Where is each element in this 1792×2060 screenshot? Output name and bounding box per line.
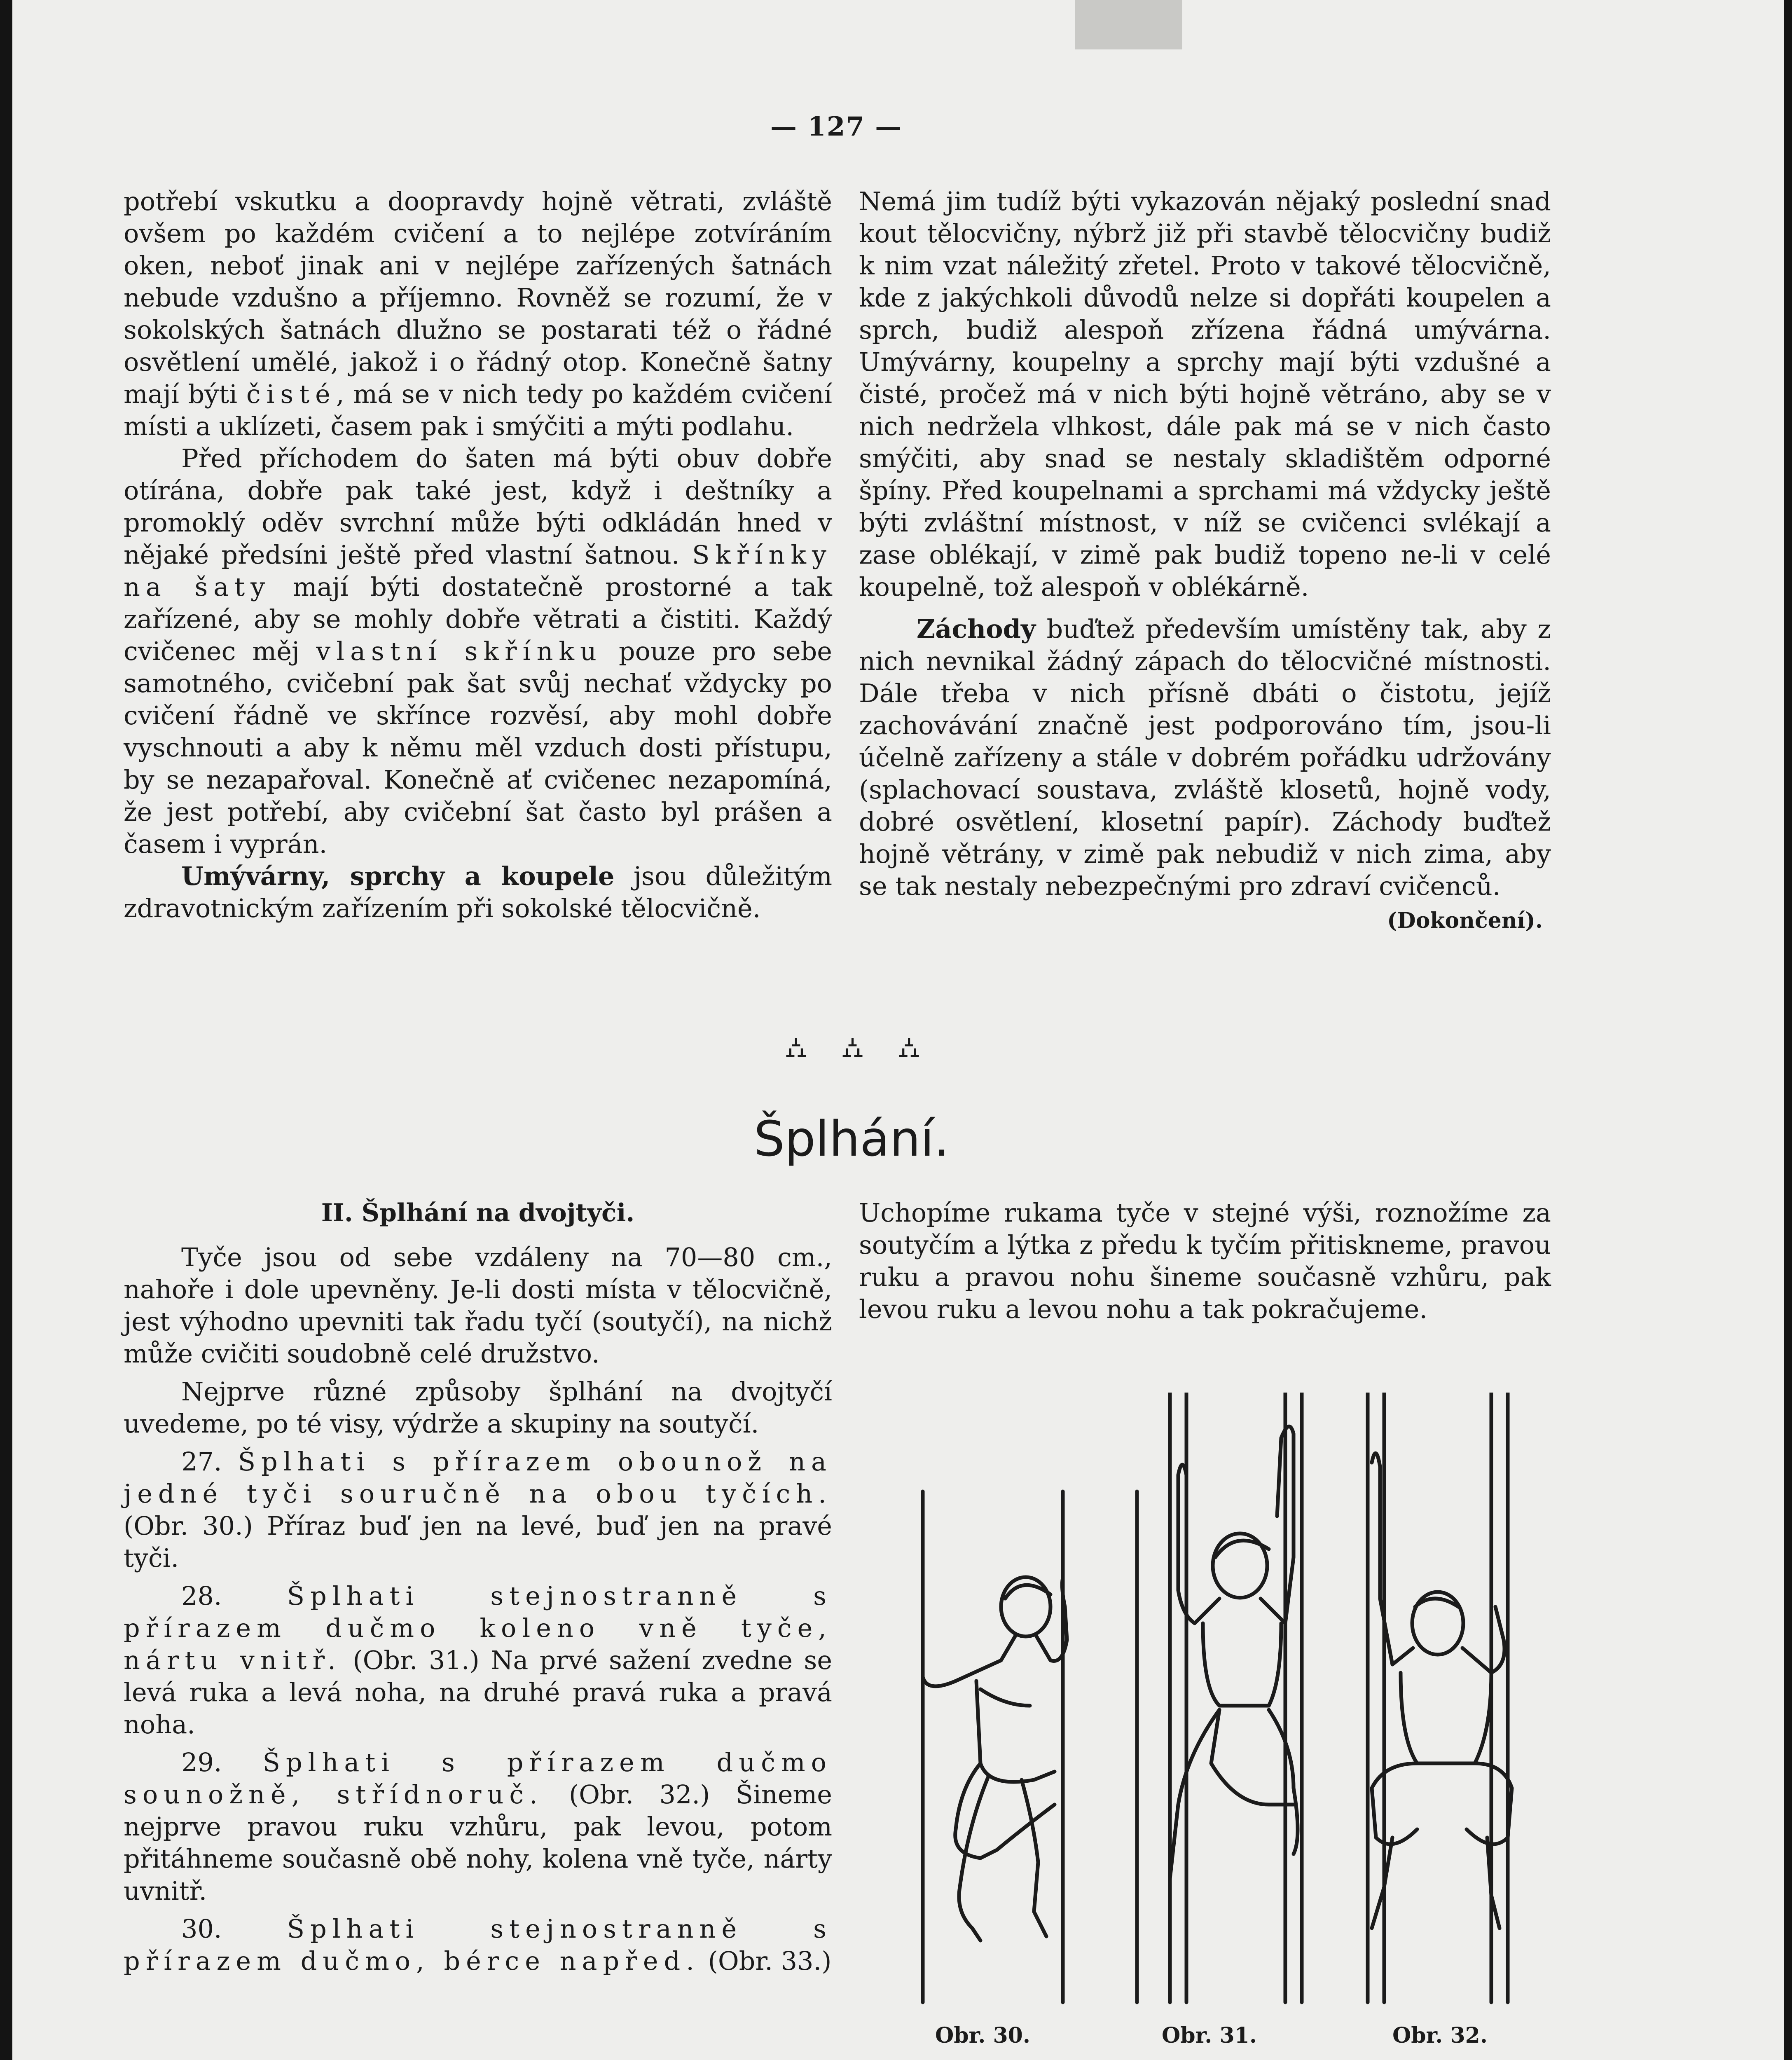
column-right-top (859, 185, 1551, 937)
article-title: Šplhání. (754, 1110, 950, 1167)
column-right-bottom (859, 1197, 1551, 1325)
figure-caption: Obr. 31. (1162, 2023, 1257, 2048)
paragraph: Nejprve různé způsoby šplhání na dvojtyčí uvedeme, po té visy, výdrže a skupiny na soutyčí. (124, 1376, 832, 1439)
figure-group (898, 1393, 1557, 2052)
exercise-28: 28. Šplhati stejnostranně s přírazem dučmo koleno vně tyče, nártu vnitř. (Obr. 31.) Na prvé sažení zvedne se levá ruka a levá noha, na druhé pravá ruka a pravá noha. (124, 1581, 833, 1739)
subheading: II. Šplhání na dvojtyči. (321, 1199, 635, 1227)
paragraph: Umývárny, sprchy a koupele jsou důležitým zdravotnickým zařízením při sokolské tělocvičně. (124, 861, 832, 923)
section-ornament: ⛼ ⛼ ⛼ (785, 1030, 933, 1064)
paragraph: Nemá jim tudíž býti vykazován nějaký poslední snad kout tělocvičny, nýbrž již při stavbě tělocvičny budiž k nim vzat náležitý zřetel. Proto v takové tělocvičně, kde z jakýchkoli důvodů nelze si dopřáti koupelen a sprch, budiž alespoň zřízena řádná umývárna. Umývárny, koupelny a sprchy mají býti vzdušné a čisté, pročež má v nich býti hojně větráno, aby se v nich nedržela vlhkost, dále pak má se v nich často smýčiti, aby snad se nestaly skladištěm odporné špíny. Před koupelnami a sprchami má vždycky ještě býti zvláštní místnost, v níž se cvičenci svlékají a zase oblékají, v zimě pak budiž topeno ne-li v celé koupelně, tož alespoň v oblékárně. (859, 186, 1551, 602)
paragraph: Záchody buďtež především umístěny tak, aby z nich nevnikal žádný zápach do tělocvičné místnosti. Dále třeba v nich přísně dbáti o čistotu, jejíž zachovávání značně jest podporováno tím, jsou-li účelně zařízeny a stále v dobrém pořádku udržovány (splachovací soustava, zvláště klosetů, hojně vody, dobré osvětlení, klosetní papír). Záchody buďtež hojně větrány, v zimě pak nebudiž v nich zima, aby se tak nestaly nebezpečnými pro zdraví cvičenců. (859, 614, 1551, 901)
climbing-illustration (898, 1393, 1557, 2011)
paragraph: Před příchodem do šaten má býti obuv dobře otírána, dobře pak také jest, když i deštníky a promoklý oděv svrchní může býti odkládán hned v nějaké předsíni ještě před vlastní šatnou. Skřínky na šaty mají býti dostatečně prostorné a tak zařízené, aby se mohly dobře větrati a čistiti. Každý cvičenec měj vlastní skřínku pouze pro sebe samotného, cvičební pak šat svůj nechať vždycky po cvičení řádně ve skřínce rozvěsí, aby mohl dobře vyschnouti a aby k němu měl vzduch dosti přístupu, by se nezapařoval. Konečně ať cvičenec nezapomíná, že jest potřebí, aby cvičební šat často byl prášen a časem i vyprán. (124, 443, 832, 859)
paragraph: potřebí vskutku a doopravdy hojně větrati, zvláště ovšem po každém cvičení a to nejlépe zotvíráním oken, neboť jinak ani v nejlépe zařízených šatnách nebude vzdušno a příjemno. Rovněž se rozumí, že v sokolských šatnách dlužno se postarati též o řádné osvětlení umělé, jakož i o řádný otop. Konečně šatny mají býti čisté, má se v nich tedy po každém cvičení místi a uklízeti, časem pak i smýčiti a mýti podlahu. (124, 186, 832, 441)
figure-31-drawing (1170, 1393, 1302, 2002)
column-left-top (124, 185, 832, 925)
figure-32-drawing (1368, 1393, 1512, 2002)
figure-30-drawing (923, 1491, 1137, 2002)
exercise-30: 30. Šplhati stejnostranně s přírazem dučmo, bérce napřed. (Obr. 33.) (124, 1914, 832, 1976)
paragraph: Uchopíme rukama tyče v stejné výši, roznožíme za soutyčím a lýtka z předu k tyčím přitiskneme, pravou ruku a pravou nohu šineme současně vzhůru, pak levou ruku a levou nohu a tak pokračujeme. (859, 1198, 1551, 1324)
figure-caption: Obr. 32. (1392, 2023, 1488, 2048)
continuation-note: (Dokončení). (1387, 908, 1543, 933)
exercise-29: 29. Šplhati s přírazem dučmo sounožně, střídnoruč. (Obr. 32.) Šineme nejprve pravou ruku vzhůru, pak levou, potom přitáhneme současně obě nohy, kolena vně tyče, nárty uvnitř. (124, 1747, 832, 1906)
figure-caption: Obr. 30. (935, 2023, 1030, 2048)
exercise-27: 27. Šplhati s přírazem obounož na jedné tyči souručně na obou tyčích. (Obr. 30.) Příraz buď jen na levé, buď jen na pravé tyči. (124, 1447, 832, 1573)
page-number: — 127 — (770, 111, 903, 142)
column-left-bottom (124, 1197, 832, 1977)
paragraph: Tyče jsou od sebe vzdáleny na 70—80 cm., nahoře i dole upevněny. Je-li dosti místa v tělocvičně, jest výhodno upevniti tak řadu tyčí (soutyčí), na nichž může cvičiti soudobně celé družstvo. (124, 1242, 832, 1369)
paper-stain (1075, 0, 1182, 49)
page-sheet (12, 0, 1784, 2060)
